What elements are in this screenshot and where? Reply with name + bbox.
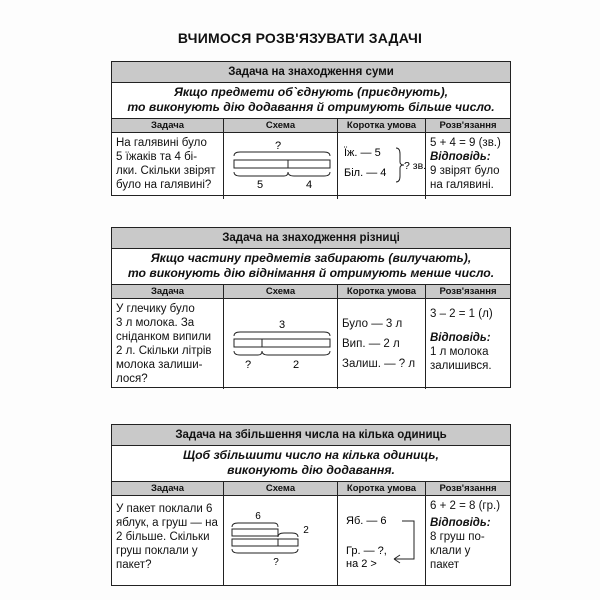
scheme-diagram	[224, 299, 338, 389]
svg-text:? зв.: ? зв.	[404, 160, 426, 172]
scheme-bottom-label: ?	[273, 557, 279, 568]
section-header: Задача на знаходження суми	[112, 62, 510, 83]
solution: 6 + 2 = 8 (гр.) Відповідь: 8 груш по- клали у пакет	[430, 500, 501, 571]
scheme-left-label: 5	[256, 179, 264, 191]
col-task: Задача	[112, 119, 224, 133]
section-rule: Якщо частину предметів забирають (вилучають), то виконують дію віднімання й отримують менше число.	[112, 249, 510, 285]
section-row	[112, 133, 510, 194]
section-increase	[111, 424, 511, 586]
svg-text:Яб. — 6: Яб. — 6	[346, 515, 387, 527]
scheme-diagram	[224, 133, 338, 199]
problem-text: У пакет поклали 6 яблук, а груш — на 2 більше. Скільки груш поклали у пакет?	[112, 496, 224, 586]
column-headers: Задача Схема Коротка умова Розв'язання	[112, 482, 510, 496]
page-title: ВЧИМОСЯ РОЗВ'ЯЗУВАТИ ЗАДАЧІ	[177, 30, 423, 46]
scheme-right-label: 2	[292, 359, 300, 371]
scheme-top-label: ?	[274, 140, 282, 152]
svg-text:Їж. — 5: Їж. — 5	[344, 147, 381, 159]
short-condition: Було — 3 л Вип. — 2 л Залиш. — ? л	[338, 299, 426, 389]
section-row	[112, 496, 510, 584]
section-row	[112, 299, 510, 386]
scheme-top-label: 6	[255, 511, 261, 522]
col-solution: Розв'язання	[426, 119, 510, 133]
scheme-right-label: 4	[305, 179, 313, 191]
solution: 3 – 2 = 1 (л) Відповідь: 1 л молока залишився.	[430, 308, 493, 372]
col-short: Коротка умова	[338, 119, 426, 133]
solution: 5 + 4 = 9 (зв.) Відповідь: 9 звірят було на галявині.	[430, 137, 501, 191]
column-headers	[112, 119, 510, 133]
scheme-right-label: 2	[303, 525, 309, 536]
short-condition	[338, 496, 426, 586]
svg-text:Біл. — 4: Біл. — 4	[344, 167, 387, 179]
section-sum	[111, 61, 511, 196]
svg-text:на 2 >: на 2 >	[346, 558, 377, 570]
section-rule: Якщо предмети об`єднують (приєднують), то виконують дію додавання й отримують більше число.	[112, 83, 510, 119]
section-header: Задача на знаходження різниці	[112, 228, 510, 249]
scheme-left-label: ?	[244, 359, 252, 371]
section-rule: Щоб збільшити число на кілька одиниць, виконують дію додавання.	[112, 446, 510, 482]
section-difference	[111, 227, 511, 388]
svg-text:Гр. — ?,: Гр. — ?,	[346, 545, 387, 557]
section-header: Задача на збільшення числа на кілька одиниць	[112, 425, 510, 446]
scheme-diagram	[224, 496, 338, 586]
short-condition	[338, 133, 426, 199]
col-scheme: Схема	[224, 119, 338, 133]
scheme-top-label: 3	[278, 319, 286, 331]
problem-text: На галявині було 5 їжаків та 4 бі- лки. Скільки звiрят було на галявині?	[112, 133, 224, 199]
column-headers: Задача Схема Коротка умова Розв'язання	[112, 285, 510, 299]
problem-text: У глечику було 3 л молока. За сніданком випили 2 л. Скільки літрів молока залиши- лося?	[112, 299, 224, 389]
